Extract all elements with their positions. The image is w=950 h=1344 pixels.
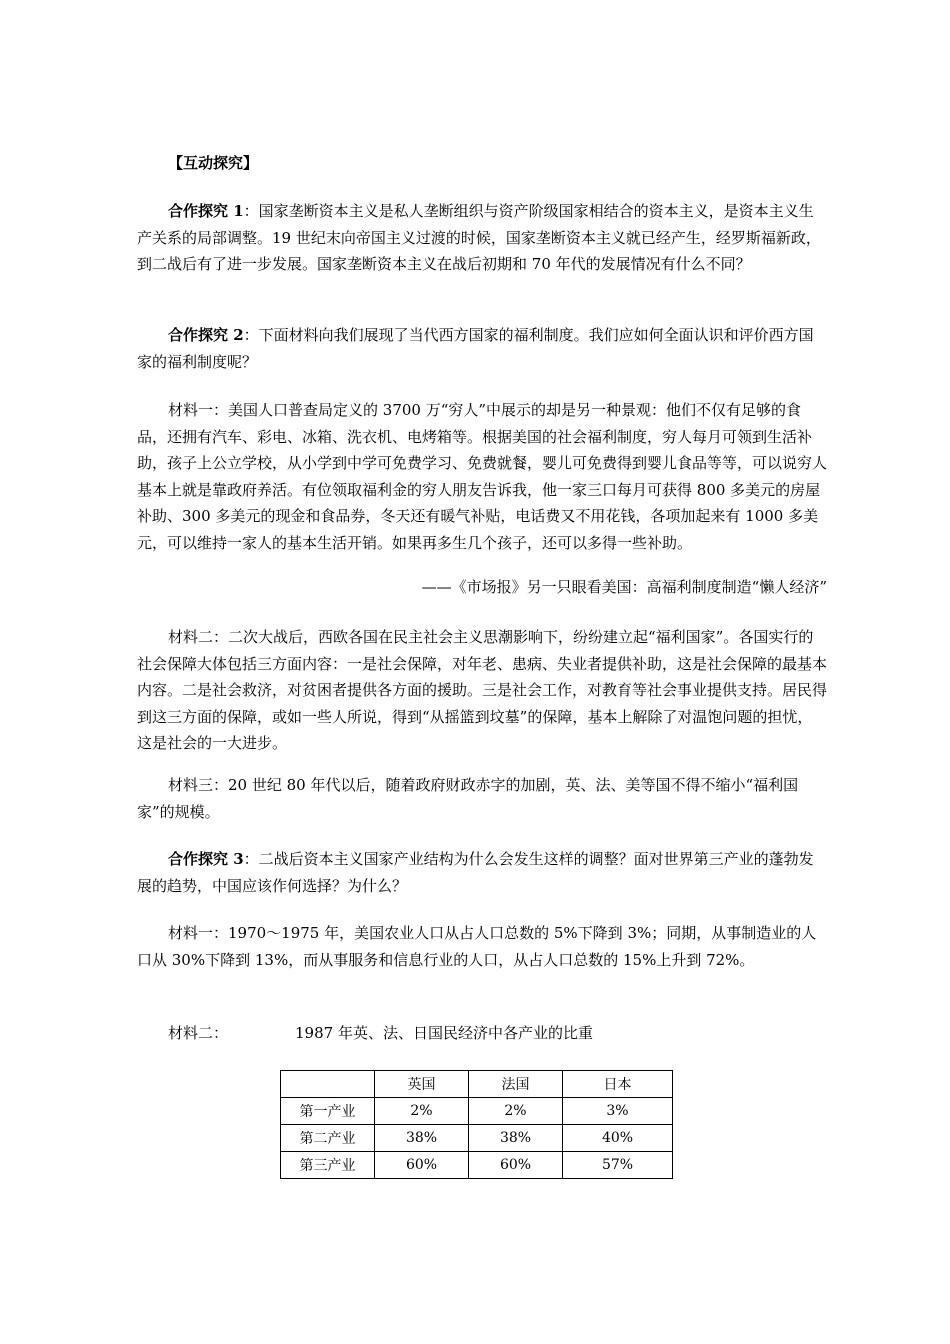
q3-material-1: 材料一：1970～1975 年，美国农业人口从占人口总数的 5%下降到 3%；同期，从事制造业的人口从 30%下降到 13%，而从事服务和信息行业的人口，从占人口总数的 15%上升到 72%。 <box>137 924 817 969</box>
table-row <box>281 1098 673 1125</box>
question-1-label: 合作探究 1 <box>168 202 244 220</box>
table-cell: 60% <box>469 1152 563 1179</box>
table-cell: 38% <box>469 1125 563 1152</box>
q2-material-1-source: ——《市场报》另一只眼看美国：高福利制度制造“懒人经济” <box>421 578 827 596</box>
question-2 <box>137 322 827 375</box>
table-cell: 57% <box>563 1152 673 1179</box>
table-header-cell: 日本 <box>563 1071 673 1098</box>
table-cell: 2% <box>469 1098 563 1125</box>
q2-material-1: 材料一：美国人口普查局定义的 3700 万“穷人”中展示的却是另一种景观：他们不仅有足够的食品，还拥有汽车、彩电、冰箱、洗衣机、电烤箱等。根据美国的社会福利制度，穷人每月可领到生活补助，孩子上公立学校，从小学到中学可免费学习、免费就餐，婴儿可免费得到婴儿食品等等，可以说穷人基本上就是靠政府养活。有位领取福利金的穷人朋友告诉我，他一家三口每月可获得 800 多美元的房屋补助、300 多美元的现金和食品券，冬天还有暖气补贴，电话费又不用花钱，各项加起来有 1000 多美元，可以维持一家人的基本生活开销。如果再多生几个孩子，还可以多得一些补助。 <box>137 401 828 552</box>
q3-material-2-label: 材料二： <box>168 1024 229 1042</box>
table-row-label: 第三产业 <box>281 1152 375 1179</box>
question-2-text: ：下面材料向我们展现了当代西方国家的福利制度。我们应如何全面认识和评价西方国家的福利制度呢？ <box>137 326 814 371</box>
industry-share-table <box>280 1070 673 1179</box>
table-cell: 38% <box>375 1125 469 1152</box>
table-heading <box>137 1020 593 1046</box>
table-row <box>281 1152 673 1179</box>
question-3-text: ：二战后资本主义国家产业结构为什么会发生这样的调整？面对世界第三产业的蓬勃发展的趋势，中国应该作何选择？为什么？ <box>137 850 814 895</box>
table-cell: 40% <box>563 1125 673 1152</box>
table-row-label: 第二产业 <box>281 1125 375 1152</box>
table-header-row <box>281 1071 673 1098</box>
table-cell: 2% <box>375 1098 469 1125</box>
table-header-cell <box>281 1071 375 1098</box>
q2-material-2: 材料二：二次大战后，西欧各国在民主社会主义思潮影响下，纷纷建立起“福利国家”。各国实行的社会保障大体包括三方面内容：一是社会保障，对年老、患病、失业者提供补助，这是社会保障的最基本内容。二是社会救济，对贫困者提供各方面的援助。三是社会工作，对教育等社会事业提供支持。居民得到这三方面的保障，或如一些人所说，得到“从摇篮到坟墓”的保障，基本上解除了对温饱问题的担忧，这是社会的一大进步。 <box>137 628 828 752</box>
table-cell: 3% <box>563 1098 673 1125</box>
table-header-cell: 英国 <box>375 1071 469 1098</box>
table-row <box>281 1125 673 1152</box>
table-header-cell: 法国 <box>469 1071 563 1098</box>
q2-material-3: 材料三：20 世纪 80 年代以后，随着政府财政赤字的加剧，英、法、美等国不得不缩小“福利国家”的规模。 <box>137 776 799 821</box>
table-row-label: 第一产业 <box>281 1098 375 1125</box>
table-caption: 1987 年英、法、日国民经济中各产业的比重 <box>295 1024 593 1042</box>
question-3 <box>137 846 827 899</box>
section-title: 【互动探究】 <box>168 154 259 172</box>
question-1-text: ：国家垄断资本主义是私人垄断组织与资产阶级国家相结合的资本主义，是资本主义生产关系的局部调整。19 世纪末向帝国主义过渡的时候，国家垄断资本主义就已经产生，经罗斯福新政，到二战后有了进一步发展。国家垄断资本主义在战后初期和 70 年代的发展情况有什么不同？ <box>137 202 821 273</box>
table-cell: 60% <box>375 1152 469 1179</box>
question-2-label: 合作探究 2 <box>168 326 244 344</box>
question-3-label: 合作探究 3 <box>168 850 244 868</box>
question-1 <box>137 198 827 278</box>
